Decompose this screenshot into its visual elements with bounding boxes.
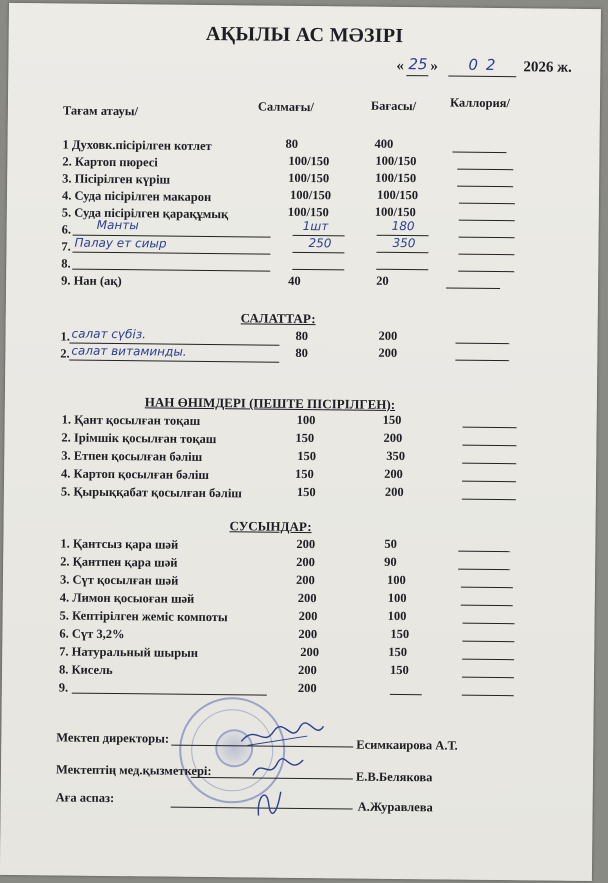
calories-blank <box>458 551 510 553</box>
item-number: 1. <box>60 329 70 344</box>
item-name-handwritten: салат сүбіз. <box>71 326 147 342</box>
calories-blank <box>462 677 514 679</box>
item-name: 8. Кисель <box>58 662 113 678</box>
item-name: 9. <box>58 680 69 695</box>
item-price: 150 <box>390 626 410 642</box>
date-quote-open: « <box>396 57 404 75</box>
menu-sheet <box>0 3 601 881</box>
item-name: 5. Суда пісірілген қарақұмық <box>61 205 229 222</box>
item-weight: 200 <box>300 644 320 660</box>
calories-blank <box>458 271 514 273</box>
item-weight: 100 <box>296 412 316 428</box>
price-blank <box>390 694 422 695</box>
signature-role: Мектептің мед.қызметкері: <box>55 762 212 779</box>
item-name: 1. Қантсыз қара шәй <box>60 536 179 552</box>
calories-blank <box>459 220 515 222</box>
item-price: 400 <box>374 136 394 151</box>
item-name: 2. Ірімшік қосылған тоқаш <box>61 430 217 447</box>
item-price: 200 <box>378 345 398 360</box>
item-price: 200 <box>378 328 398 343</box>
item-number: 8. <box>61 256 71 271</box>
item-weight: 150 <box>297 448 317 464</box>
item-weight: 200 <box>298 626 318 642</box>
item-price: 200 <box>383 430 403 446</box>
item-name: 3. Пісірілген күріш <box>62 171 171 187</box>
date-year: 2026 ж. <box>523 59 572 76</box>
item-weight: 150 <box>295 430 315 446</box>
bakery-title: НАН ӨНІМДЕРІ (ПЕШТЕ ПІСІРІЛГЕН): <box>144 394 396 412</box>
date-quote-close: » <box>430 58 438 75</box>
item-price: 150 <box>389 662 409 678</box>
name-blank <box>72 269 270 272</box>
item-name: 3. Сүт қосылған шәй <box>59 572 179 588</box>
item-name: 4. Картоп қосылған бәліш <box>61 466 210 483</box>
item-weight: 40 <box>288 273 301 288</box>
item-price: 100/150 <box>375 170 417 186</box>
calories-blank <box>455 360 509 362</box>
item-price: 350 <box>386 448 406 464</box>
price-blank <box>376 269 428 271</box>
calories-blank <box>462 695 514 697</box>
date-month-underline <box>448 76 516 78</box>
item-weight: 100/150 <box>287 204 329 220</box>
item-name: 7. Натуральный шырын <box>59 644 199 660</box>
calories-blank <box>461 605 513 607</box>
item-name: 6. Сүт 3,2% <box>59 626 125 642</box>
item-price: 100/150 <box>374 204 416 220</box>
item-weight: 150 <box>295 466 314 482</box>
item-price: 50 <box>384 536 397 551</box>
item-price: 100/150 <box>375 153 417 169</box>
calories-blank <box>458 254 514 256</box>
calories-blank <box>446 287 500 289</box>
signature-role: Аға аспаз: <box>55 790 115 806</box>
calories-blank <box>462 445 516 447</box>
calories-blank <box>463 623 515 625</box>
item-name-handwritten: Палау ет сиыр <box>74 235 167 251</box>
item-price-handwritten: 350 <box>392 235 416 251</box>
item-weight: 100/150 <box>288 170 330 186</box>
date-month: 02 <box>468 55 504 75</box>
item-number: 6. <box>61 222 72 237</box>
calories-blank <box>457 186 513 188</box>
header-price: Бағасы/ <box>370 98 417 114</box>
item-weight: 80 <box>285 136 299 151</box>
item-price: 100 <box>387 590 407 606</box>
signature-scribble <box>250 785 286 819</box>
calories-blank <box>455 343 509 345</box>
calories-blank <box>462 463 516 465</box>
calories-blank <box>462 481 516 483</box>
signature-scribble <box>237 717 327 752</box>
calories-blank <box>459 237 515 239</box>
item-price: 100/150 <box>376 187 419 203</box>
price-blank <box>376 252 428 254</box>
salads-title: САЛАТТАР: <box>240 310 316 327</box>
name-blank <box>69 360 279 363</box>
date-day: 25 <box>408 55 428 74</box>
item-price: 200 <box>384 466 403 482</box>
item-name: 5. Қырыққабат қосылған бәліш <box>60 484 242 501</box>
item-weight: 150 <box>296 484 316 500</box>
item-price: 150 <box>388 644 408 660</box>
item-name-handwritten: салат витаминды. <box>71 343 187 359</box>
item-number: 2. <box>60 346 70 361</box>
calories-blank <box>457 169 513 171</box>
page-title: АҚЫЛЫ АС МӘЗІРІ <box>205 22 404 48</box>
calories-blank <box>462 499 516 501</box>
item-weight: 100/150 <box>288 153 330 169</box>
header-weight: Салмағы/ <box>257 99 315 115</box>
item-name: 5. Кептірілген жеміс компоты <box>59 608 228 625</box>
item-weight: 80 <box>295 345 308 361</box>
header-calories: Каллория/ <box>449 95 511 111</box>
item-name: 1. Қант қосылған тоқаш <box>61 412 201 428</box>
calories-blank <box>462 659 514 661</box>
weight-blank <box>292 252 344 254</box>
signature-scribble <box>249 753 309 782</box>
calories-blank <box>458 569 510 571</box>
date-day-underline <box>406 75 428 76</box>
item-weight-handwritten: 1шт <box>302 218 329 234</box>
item-name-handwritten: Манты <box>96 217 139 233</box>
item-name: 9. Нан (ақ) <box>61 273 122 289</box>
item-weight: 200 <box>297 662 317 678</box>
calories-blank <box>462 641 514 643</box>
item-weight: 200 <box>298 608 318 624</box>
item-weight: 100/150 <box>289 187 332 203</box>
calories-blank <box>452 152 506 154</box>
item-weight: 200 <box>297 680 317 696</box>
drinks-title: СУСЫНДАР: <box>229 518 312 535</box>
name-blank <box>72 693 267 696</box>
calories-blank <box>463 427 517 429</box>
calories-blank <box>461 587 513 589</box>
item-weight: 80 <box>295 328 309 344</box>
item-price: 150 <box>382 412 402 428</box>
signature-person: Есимкаирова А.Т. <box>356 737 458 753</box>
weight-blank <box>292 269 344 271</box>
calories-blank <box>459 203 515 205</box>
item-price: 90 <box>384 554 397 569</box>
item-name: 1 Духовк.пісірілген котлет <box>62 137 212 154</box>
item-name: 3. Етпен қосылған бәліш <box>61 448 203 464</box>
name-blank <box>72 252 270 255</box>
signature-person: А.Журавлева <box>357 799 433 815</box>
item-name: 4. Лимон қосыоған шәй <box>59 590 195 606</box>
signature-person: Е.В.Белякова <box>355 769 433 785</box>
item-name: 2. Қантпен қара шәй <box>60 554 178 570</box>
signature-role: Мектеп директоры: <box>56 730 170 746</box>
item-weight-handwritten: 250 <box>308 236 332 251</box>
item-price: 20 <box>376 273 389 288</box>
item-name: 4. Суда пісірілген макарон <box>61 188 212 205</box>
item-number: 7. <box>61 239 71 254</box>
item-name: 2. Картоп пюресі <box>62 154 158 170</box>
item-price-handwritten: 180 <box>391 218 415 234</box>
header-name: Тағам атауы/ <box>62 103 139 119</box>
item-price: 100 <box>386 572 406 588</box>
item-weight: 200 <box>297 590 317 606</box>
item-price: 200 <box>384 484 404 500</box>
item-weight: 200 <box>296 554 316 570</box>
item-weight: 200 <box>295 572 315 588</box>
item-price: 100 <box>387 608 407 624</box>
item-weight: 200 <box>296 536 316 552</box>
